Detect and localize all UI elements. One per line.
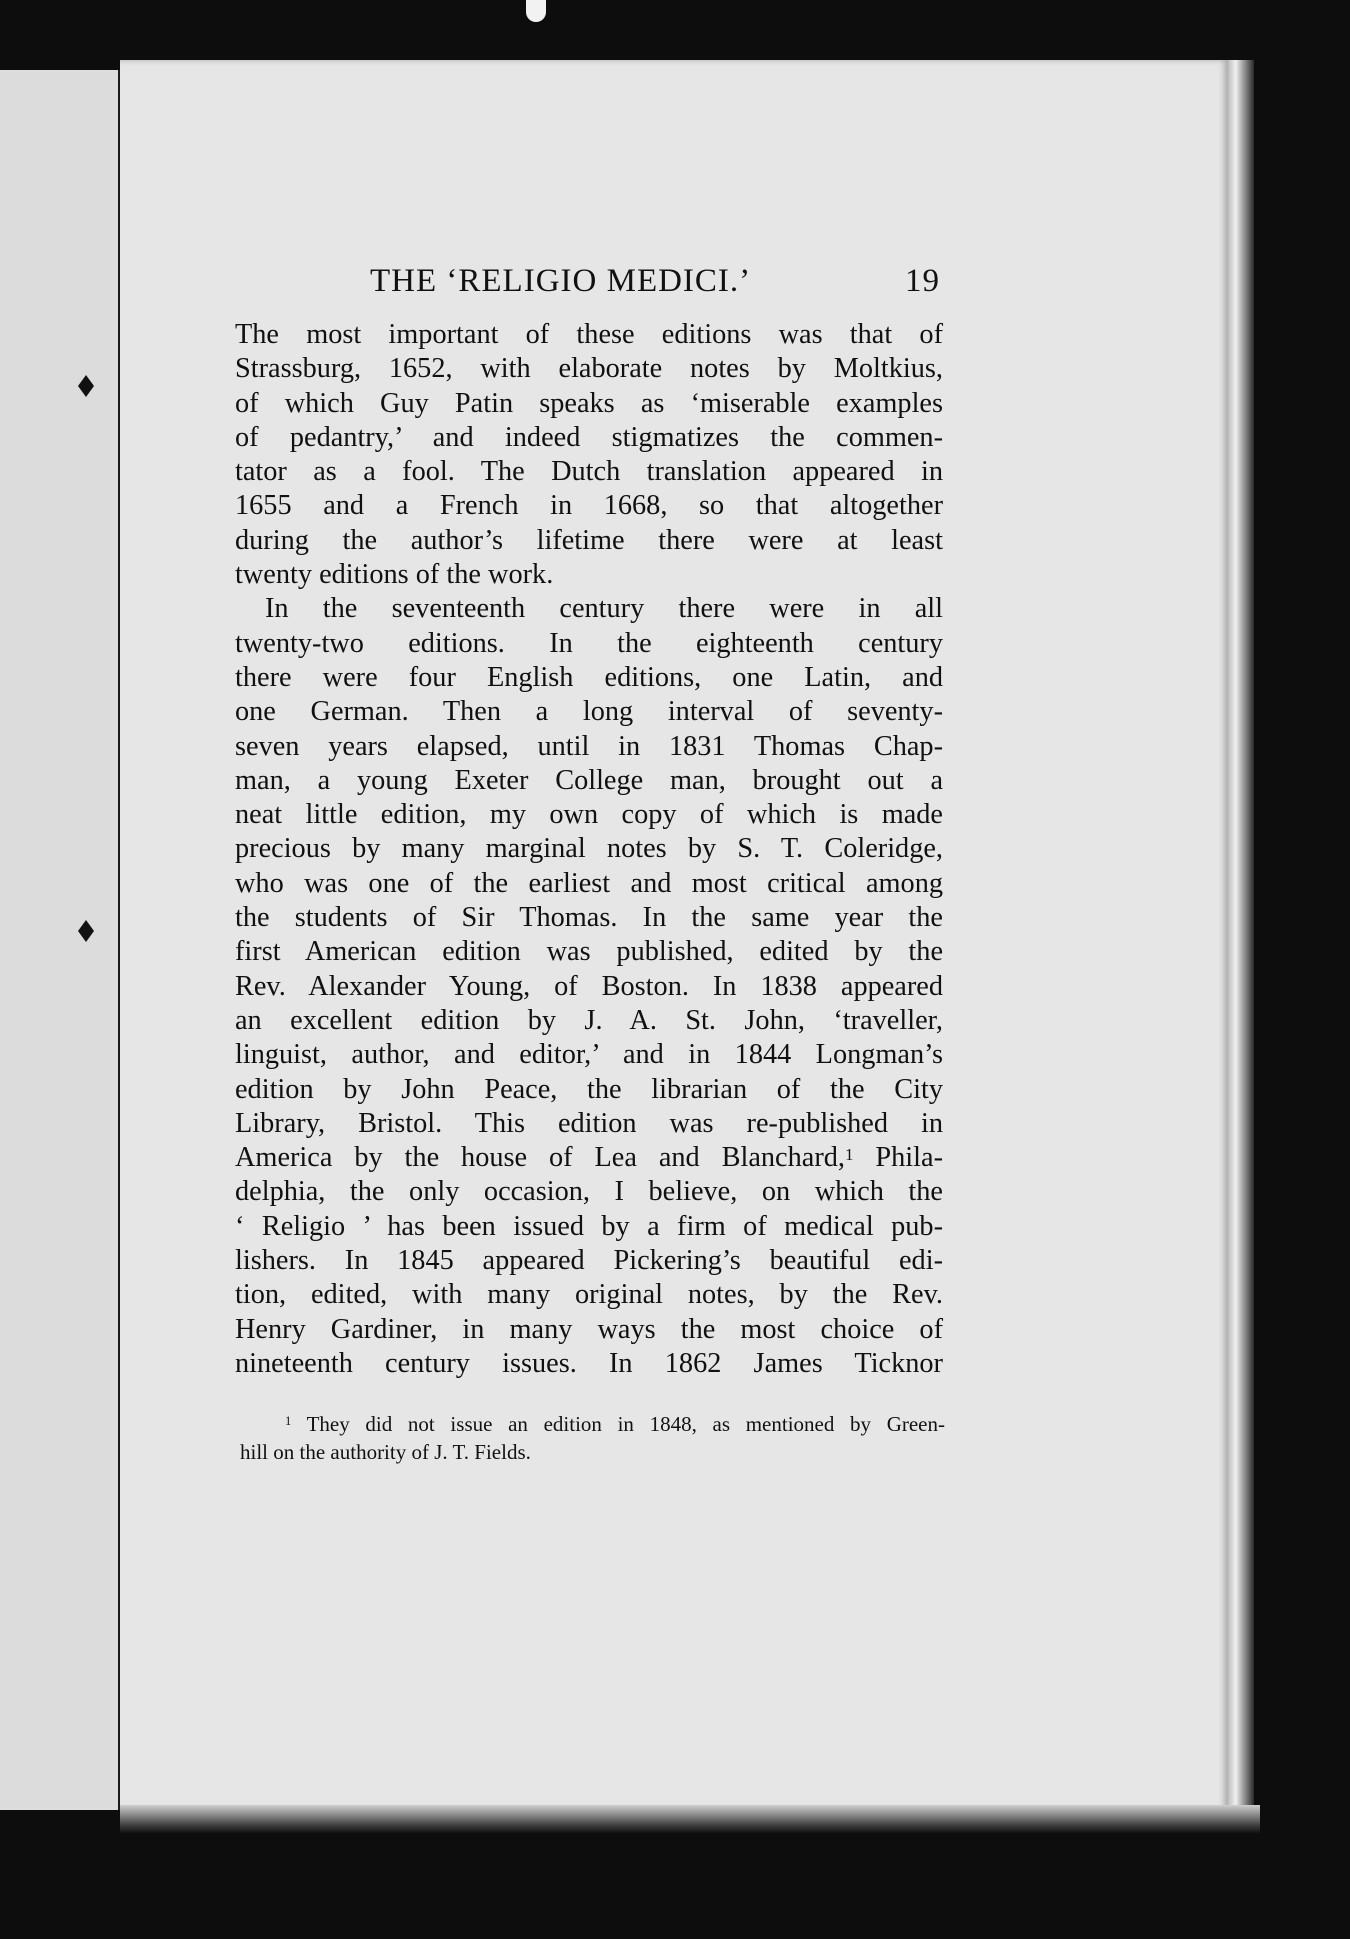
- page-number: 19: [905, 263, 940, 299]
- text-line: delphia, the only occasion, I believe, on which the: [235, 1176, 943, 1208]
- text-line: man, a young Exeter College man, brought out a: [235, 764, 943, 796]
- text-line: nineteenth century issues. In 1862 James Ticknor: [235, 1347, 943, 1379]
- facing-page-edge: [0, 70, 121, 1810]
- page-header: [370, 263, 940, 313]
- text-line: during the author’s lifetime there were at least: [235, 524, 943, 556]
- running-title: THE ‘RELIGIO MEDICI.’: [370, 263, 752, 299]
- footnote-line: hill on the authority of J. T. Fields.: [240, 1440, 531, 1464]
- text-segment: America by the house of Lea and Blanchard,: [235, 1142, 845, 1174]
- text-line: of pedantry,’ and indeed stigmatizes the commen-: [235, 421, 943, 453]
- footnote: [240, 1410, 945, 1466]
- text-line: there were four English editions, one Latin, and: [235, 661, 943, 693]
- binding-mark: [78, 375, 94, 397]
- text-line: tion, edited, with many original notes, by the Rev.: [235, 1279, 943, 1311]
- text-segment: Phila-: [853, 1142, 943, 1174]
- text-line: 1655 and a French in 1668, so that altogether: [235, 490, 943, 522]
- text-line: The most important of these editions was that of: [235, 319, 943, 350]
- footnote-marker: 1: [285, 1414, 292, 1429]
- text-line: an excellent edition by J. A. St. John, ‘traveller,: [235, 1004, 943, 1036]
- footnote-text: They did not issue an edition in 1848, as mentioned by Green-: [306, 1412, 945, 1436]
- text-line: edition by John Peace, the librarian of the City: [235, 1073, 943, 1105]
- text-line: first American edition was published, edited by the: [235, 936, 943, 968]
- text-line: ‘ Religio ’ has been issued by a firm of medical pub-: [235, 1210, 943, 1242]
- text-line: precious by many marginal notes by S. T. Coleridge,: [235, 833, 943, 865]
- text-line: lishers. In 1845 appeared Pickering’s beautiful edi-: [235, 1245, 943, 1277]
- text-line: twenty editions of the work.: [235, 559, 554, 591]
- text-line: Library, Bristol. This edition was re-published in: [235, 1107, 943, 1139]
- text-line: Henry Gardiner, in many ways the most choice of: [235, 1313, 943, 1345]
- footnote-line: [240, 1410, 945, 1438]
- body-text: [235, 318, 943, 1381]
- page-bottom-edge: [120, 1805, 1260, 1833]
- paragraph-start-line: In the seventeenth century there were in all: [265, 593, 943, 625]
- binding-mark: [78, 920, 94, 942]
- top-edge-mark: [526, 0, 546, 22]
- text-line: of which Guy Patin speaks as ‘miserable examples: [235, 387, 943, 419]
- text-line: one German. Then a long interval of seventy-: [235, 696, 943, 728]
- text-line-with-footnote: [235, 1141, 943, 1175]
- text-line: seven years elapsed, until in 1831 Thomas Chap-: [235, 730, 943, 762]
- page-fore-edge: [1228, 60, 1254, 1825]
- footnote-reference: 1: [844, 1144, 854, 1164]
- text-line: linguist, author, and editor,’ and in 1844 Longman’s: [235, 1039, 943, 1071]
- text-line: Rev. Alexander Young, of Boston. In 1838 appeared: [235, 970, 943, 1002]
- text-line: the students of Sir Thomas. In the same year the: [235, 902, 943, 934]
- text-line: who was one of the earliest and most critical among: [235, 867, 943, 899]
- text-line: twenty-two editions. In the eighteenth century: [235, 627, 943, 659]
- text-line: tator as a fool. The Dutch translation appeared in: [235, 456, 943, 488]
- text-line: Strassburg, 1652, with elaborate notes by Moltkius,: [235, 353, 943, 385]
- text-line: neat little edition, my own copy of which is made: [235, 799, 943, 831]
